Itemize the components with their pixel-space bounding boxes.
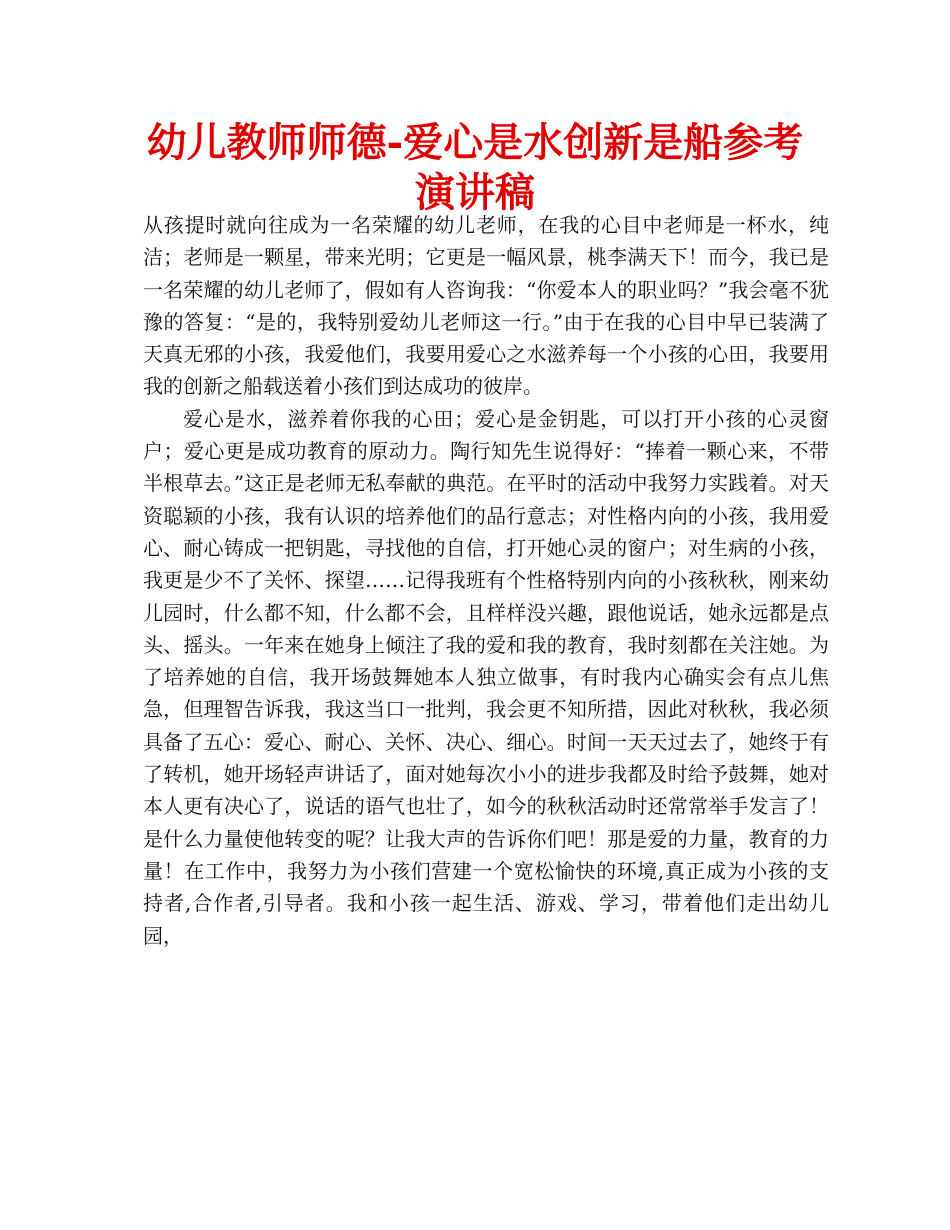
document-title: 幼儿教师师德-爱心是水创新是船参考演讲稿	[146, 119, 804, 216]
paragraph-2: 爱心是水，滋养着你我的心田；爱心是金钥匙，可以打开小孩的心灵窗户；爱心更是成功教育的原动力。陶行知先生说得好：“捧着一颗心来，不带半根草去。”这正是老师无私奉献的典范。在平时的活动中我努力实践着。对天资聪颖的小孩，我有认识的培养他们的品行意志；对性格内向的小孩，我用爱心、耐心铸成一把钥匙，寻找他的自信，打开她心灵的窗户；对生病的小孩，我更是少不了关怀、探望……记得我班有个性格特别内向的小孩秋秋，刚来幼儿园时，什么都不知，什么都不会，且样样没兴趣，跟他说话，她永远都是点头、摇头。一年来在她身上倾注了我的爱和我的教育，我时刻都在关注她。为了培养她的自信，我开场鼓舞她本人独立做事，有时我内心确实会有点儿焦急，但理智告诉我，我这当口一批判，我会更不知所措，因此对秋秋，我必须具备了五心：爱心、耐心、关怀、决心、细心。时间一天天过去了，她终于有了转机，她开场轻声讲话了，面对她每次小小的进步我都及时给予鼓舞，她对本人更有决心了，说话的语气也壮了，如今的秋秋活动时还常常举手发言了！是什么力量使他转变的呢？让我大声的告诉你们吧！那是爱的力量，教育的力量！在工作中，我努力为小孩们营建一个宽松愉快的环境,真正成为小孩的支持者,合作者,引导者。我和小孩一起生活、游戏、学习，带着他们走出幼儿园，	[143, 406, 829, 948]
document-body	[143, 209, 829, 952]
paragraph-1: 从孩提时就向往成为一名荣耀的幼儿老师，在我的心目中老师是一杯水，纯洁；老师是一颗星，带来光明；它更是一幅风景，桃李满天下！而今，我已是一名荣耀的幼儿老师了，假如有人咨询我：“你爱本人的职业吗？”我会毫不犹豫的答复：“是的，我特别爱幼儿老师这一行。”由于在我的心目中早已装满了天真无邪的小孩，我爱他们，我要用爱心之水滋养每一个小孩的心田，我要用我的创新之船载送着小孩们到达成功的彼岸。	[143, 213, 829, 399]
